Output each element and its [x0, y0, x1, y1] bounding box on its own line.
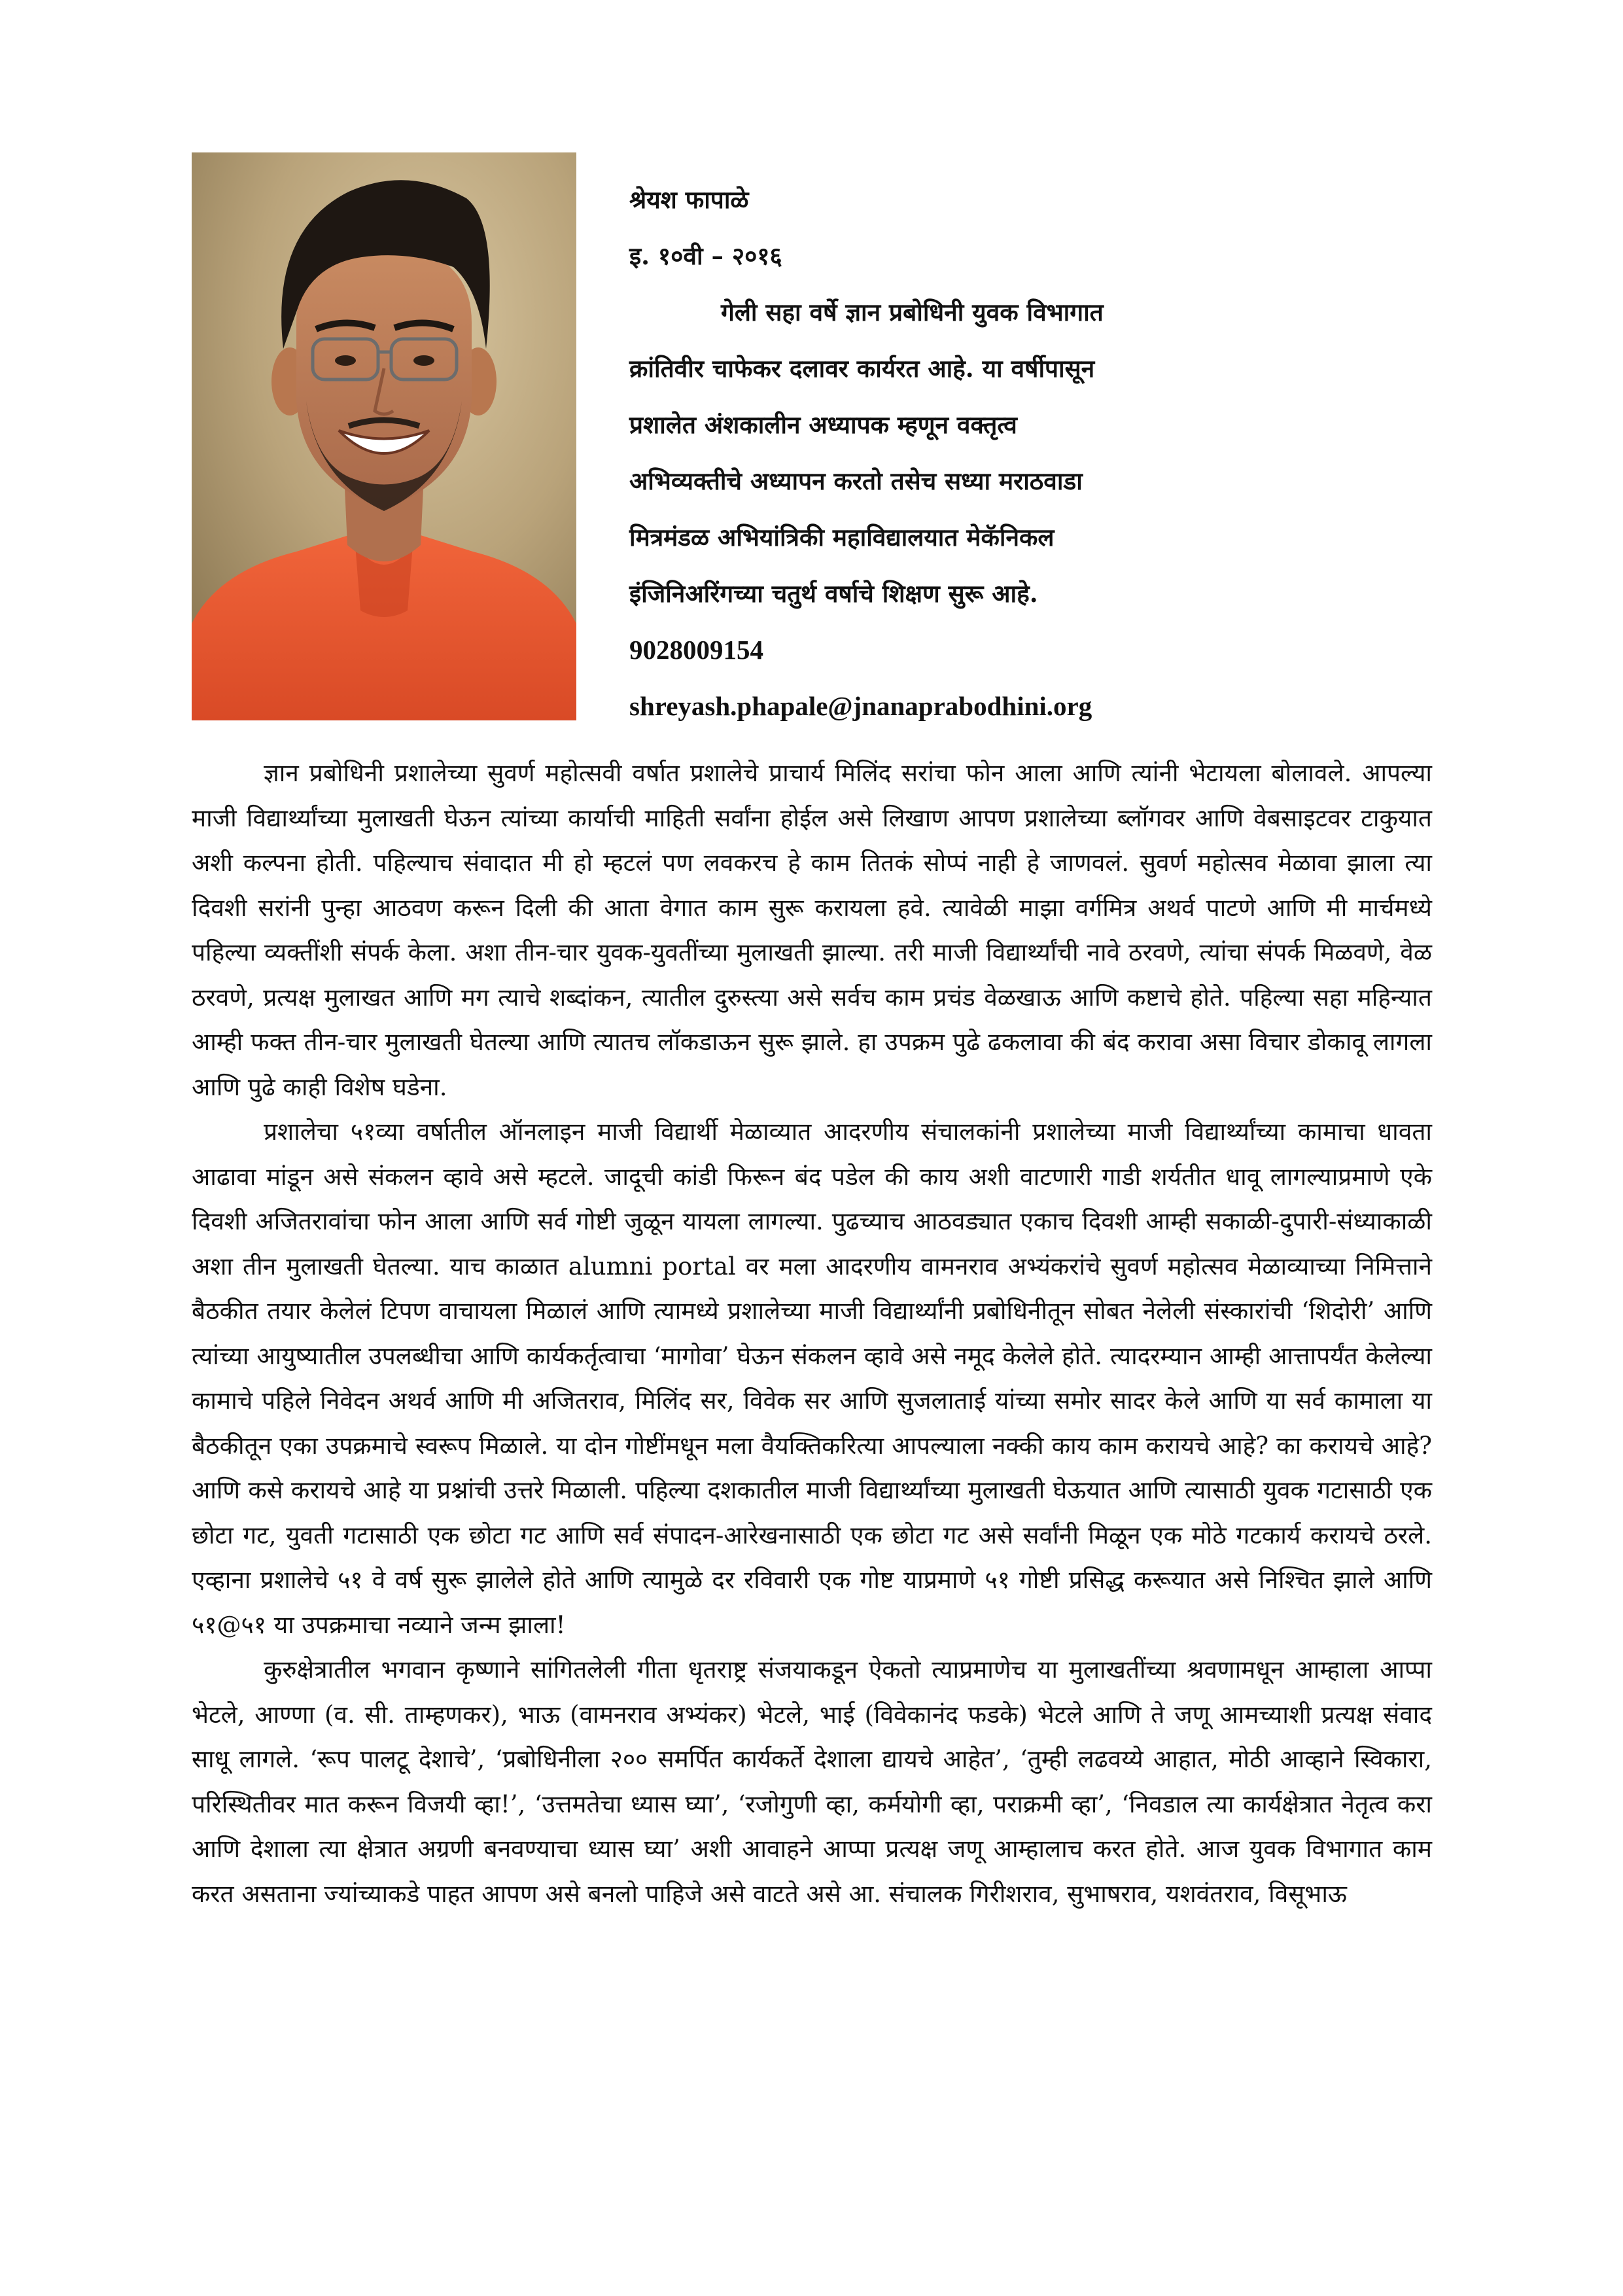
article-paragraph: ज्ञान प्रबोधिनी प्रशालेच्या सुवर्ण महोत्सवी वर्षात प्रशालेचे प्राचार्य मिलिंद सरांचा फोन आला आणि त्यांनी भेटायला बोलावले. आपल्या माजी विद्यार्थ्यांच्या मुलाखती घेऊन त्यांच्या कार्याची माहिती सर्वांना होईल असे लिखाण आपण प्रशालेच्या ब्लॉगवर आणि वेबसाइटवर टाकुयात अशी कल्पना होती. पहिल्याच संवादात मी हो म्हटलं पण लवकरच हे काम तितकं सोप्पं नाही हे जाणवलं. सुवर्ण महोत्सव मेळावा झाला त्या दिवशी सरांनी पुन्हा आठवण करून दिली की आता वेगात काम सुरू करायला हवे. त्यावेळी माझा वर्गमित्र अथर्व पाटणे आणि मी मार्चमध्ये पहिल्या व्यक्तींशी संपर्क केला. अशा तीन-चार युवक-युवतींच्या मुलाखती झाल्या. तरी माजी विद्यार्थ्यांची नावे ठरवणे, त्यांचा संपर्क मिळवणे, वेळ ठरवणे, प्रत्यक्ष मुलाखत आणि मग त्याचे शब्दांकन, त्यातील दुरुस्त्या असे सर्वच काम प्रचंड वेळखाऊ आणि कष्टाचे होते. पहिल्या सहा महिन्यात आम्ही फक्त तीन-चार मुलाखती घेतल्या आणि त्यातच लॉकडाऊन सुरू झाले. हा उपक्रम पुढे ढकलावा की बंद करावा असा विचार डोकावू लागला आणि पुढे काही विशेष घडेना. [192, 759, 1432, 1101]
bio-line: गेली सहा वर्षे ज्ञान प्रबोधिनी युवक विभागात [721, 298, 1104, 327]
author-bio [629, 171, 1257, 734]
profile-photo-image [192, 152, 576, 720]
bio-line: मित्रमंडळ अभियांत्रिकी महाविद्यालयात मेकॅनिकल [629, 523, 1055, 552]
article-paragraph: प्रशालेचा ५१व्या वर्षातील ऑनलाइन माजी विद्यार्थी मेळाव्यात आदरणीय संचालकांनी प्रशालेच्या माजी विद्यार्थ्यांच्या कामाचा धावता आढावा मांडून असे संकलन व्हावे असे म्हटले. जादूची कांडी फिरून बंद पडेल की काय अशी वाटणारी गाडी शर्यतीत धावू लागल्याप्रमाणे एके दिवशी अजितरावांचा फोन आला आणि सर्व गोष्टी जुळून यायला लागल्या. पुढच्याच आठवड्यात एकाच दिवशी आम्ही सकाळी-दुपारी-संध्याकाळी अशा तीन मुलाखती घेतल्या. याच काळात alumni portal वर मला आदरणीय वामनराव अभ्यंकरांचे सुवर्ण महोत्सव मेळाव्याच्या निमित्ताने बैठकीत तयार केलेलं टिपण वाचायला मिळालं आणि त्यामध्ये प्रशालेच्या माजी विद्यार्थ्यांनी प्रबोधिनीतून सोबत नेलेली संस्कारांची ‘शिदोरी’ आणि त्यांच्या आयुष्यातील उपलब्धीचा आणि कार्यकर्तृत्वाचा ‘मागोवा’ घेऊन संकलन व्हावे असे नमूद केलेले होते. त्यादरम्यान आम्ही आत्तापर्यंत केलेल्या कामाचे पहिले निवेदन अथर्व आणि मी अजितराव, मिलिंद सर, विवेक सर आणि सुजलाताई यांच्या समोर सादर केले आणि या सर्व कामाला या बैठकीतून एका उपक्रमाचे स्वरूप मिळाले. या दोन गोष्टींमधून मला वैयक्तिकरित्या आपल्याला नक्की काय काम करायचे आहे? का करायचे आहे? आणि कसे करायचे आहे या प्रश्नांची उत्तरे मिळाली. पहिल्या दशकातील माजी विद्यार्थ्यांच्या मुलाखती घेऊयात आणि त्यासाठी युवक गटासाठी एक छोटा गट, युवती गटासाठी एक छोटा गट आणि सर्व संपादन-आरेखनासाठी एक छोटा गट असे सर्वांनी मिळून एक मोठे गटकार्य करायचे ठरले. एव्हाना प्रशालेचे ५१ वे वर्ष सुरू झालेले होते आणि त्यामुळे दर रविवारी एक गोष्ट याप्रमाणे ५१ गोष्टी प्रसिद्ध करूयात असे निश्चित झाले आणि ५१@५१ या उपक्रमाचा नव्याने जन्म झाला! [192, 1118, 1432, 1639]
bio-line: क्रांतिवीर चाफेकर दलावर कार्यरत आहे. या वर्षीपासून [629, 354, 1095, 383]
author-batch: इ. १०वी – २०१६ [629, 241, 782, 270]
author-email: shreyash.phapale@jnanaprabodhini.org [629, 691, 1092, 721]
author-phone: 9028009154 [629, 635, 763, 665]
article-body [192, 751, 1432, 1916]
author-name: श्रेयश फापाळे [629, 185, 749, 214]
profile-photo [192, 152, 576, 720]
bio-line: अभिव्यक्तीचे अध्यापन करतो तसेच सध्या मराठवाडा [629, 467, 1083, 495]
bio-line: इंजिनिअरिंगच्या चतुर्थ वर्षाचे शिक्षण सुरू आहे. [629, 579, 1038, 608]
article-paragraph: कुरुक्षेत्रातील भगवान कृष्णाने सांगितलेली गीता धृतराष्ट्र संजयाकडून ऐकतो त्याप्रमाणेच या मुलाखतींच्या श्रवणामधून आम्हाला आप्पा भेटले, आण्णा (व. सी. ताम्हणकर), भाऊ (वामनराव अभ्यंकर) भेटले, भाई (विवेकानंद फडके) भेटले आणि ते जणू आमच्याशी प्रत्यक्ष संवाद साधू लागले. ‘रूप पालटू देशाचे’, ‘प्रबोधिनीला २०० समर्पित कार्यकर्ते देशाला द्यायचे आहेत’, ‘तुम्ही लढवय्ये आहात, मोठी आव्हाने स्विकारा, परिस्थितीवर मात करून विजयी व्हा!’, ‘उत्तमतेचा ध्यास घ्या’, ‘रजोगुणी व्हा, कर्मयोगी व्हा, पराक्रमी व्हा’, ‘निवडाल त्या कार्यक्षेत्रात नेतृत्व करा आणि देशाला त्या क्षेत्रात अग्रणी बनवण्याचा ध्यास घ्या’ अशी आवाहने आप्पा प्रत्यक्ष जणू आम्हालाच करत होते. आज युवक विभागात काम करत असताना ज्यांच्याकडे पाहत आपण असे बनलो पाहिजे असे वाटते असे आ. संचालक गिरीशराव, सुभाषराव, यशवंतराव, विसूभाऊ [192, 1655, 1432, 1908]
bio-line: प्रशालेत अंशकालीन अध्यापक म्हणून वक्तृत्व [629, 410, 1017, 439]
